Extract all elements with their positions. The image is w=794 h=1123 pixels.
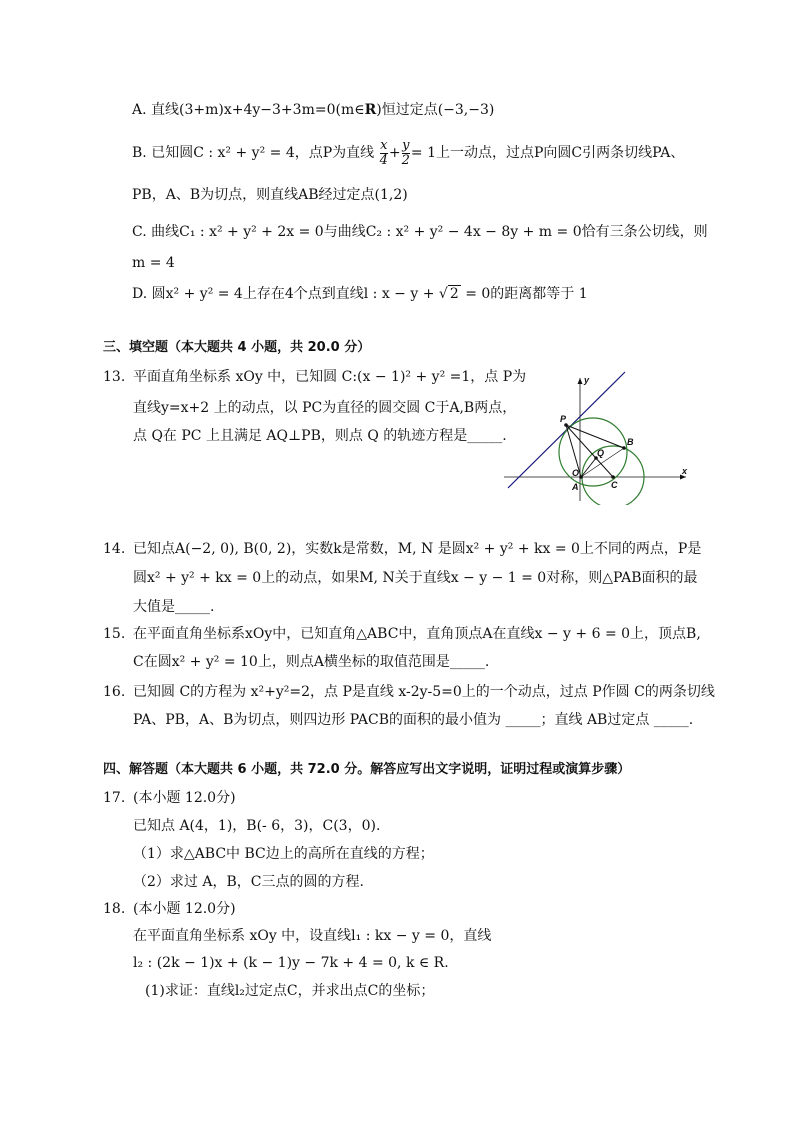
option-d: D. 圆x² + y² = 4上存在4个点到直线l : x − y + √ 2 = 0的距离都等于 1 — [132, 286, 588, 302]
question-16-number: 16. — [103, 684, 126, 700]
question-17-part1: （1）求△ABC中 BC边上的高所在直线的方程； — [133, 846, 434, 862]
label-q: Q — [597, 448, 605, 458]
option-b-plus: + — [388, 145, 401, 161]
point-a — [579, 475, 583, 479]
option-c-label: C. — [132, 224, 147, 240]
option-d-text-post: = 0的距离都等于 1 — [460, 286, 588, 302]
question-14-line3: 大值是_____. — [133, 599, 215, 615]
fraction-y-over-2: $\frac{y}{2}$ — [401, 137, 410, 168]
label-a: A — [572, 482, 579, 492]
question-18-number: 18. — [103, 901, 126, 917]
segment-pb — [566, 425, 624, 448]
question-18-points: (本小题 12.0分) — [133, 901, 236, 917]
option-b-line2: PB，A、B为切点，则直线AB经过定点(1,2) — [132, 187, 408, 203]
option-d-text-pre: 圆x² + y² = 4上存在4个点到直线l : x − y + — [151, 286, 439, 302]
question-17-header — [103, 788, 236, 808]
y-axis-arrow — [578, 378, 583, 384]
question-17-part2: （2）求过 A，B，C三点的圆的方程. — [133, 874, 364, 890]
option-a — [132, 100, 494, 120]
question-14-line1 — [103, 539, 701, 559]
option-d-sqrt: 2 — [449, 286, 459, 302]
option-b-text-pre: 已知圆C : x² + y² = 4，点P为直线 — [151, 145, 375, 161]
question-18-part1: (1)求证：直线l₂过定点C，并求出点C的坐标； — [145, 983, 435, 999]
option-c-text: 曲线C₁ : x² + y² + 2x = 0与曲线C₂ : x² + y² − 4x − 8y + m = 0恰有三条公切线，则 — [151, 224, 708, 240]
question-17-points: (本小题 12.0分) — [133, 790, 236, 806]
question-18-line1: 在平面直角坐标系 xOy 中，设直线l₁ : kx − y = 0，直线 — [133, 928, 492, 944]
question-13-figure — [500, 370, 700, 505]
label-p: P — [560, 414, 567, 424]
point-b — [622, 446, 626, 450]
label-b: B — [627, 437, 634, 447]
question-18-header — [103, 899, 236, 919]
question-16-text1: 已知圆 C的方程为 x²+y²=2，点 P是直线 x-2y-5=0上的一个动点，过点 P作圆 C的两条切线 — [133, 684, 715, 700]
question-14-text1: 已知点A(−2, 0), B(0, 2)，实数k是常数，M, N 是圆x² + y² + kx = 0上不同的两点，P是 — [133, 541, 702, 557]
question-15-line1 — [103, 624, 701, 644]
section-4-heading: 四、解答题（本大题共 6 小题，共 72.0 分。解答应写出文字说明，证明过程或演算步骤） — [103, 762, 631, 777]
option-c-line2: m = 4 — [132, 255, 175, 271]
option-a-text-pre: 直线(3+m)x+4y−3+3m=0(m∈ — [151, 102, 365, 118]
question-13-line1 — [103, 367, 526, 387]
option-b-text-post: = 1上一动点，过点P向圆C引两条切线PA、 — [410, 145, 685, 161]
question-17-number: 17. — [103, 790, 126, 806]
label-x: x — [682, 466, 688, 476]
question-13-line3: 点 Q在 PC 上且满足 AQ⊥PB，则点 Q 的轨迹方程是_____. — [133, 428, 507, 444]
option-b-line1 — [132, 136, 684, 170]
label-y: y — [584, 375, 590, 385]
question-14-number: 14. — [103, 541, 126, 557]
question-13-line2: 直线y=x+2 上的动点，以 PC为直径的圆交圆 C于A,B两点， — [133, 400, 517, 416]
question-13-text1: 平面直角坐标系 xOy 中，已知圆 C:(x − 1)² + y² =1，点 P为 — [133, 369, 527, 385]
option-a-label: A. — [132, 102, 147, 118]
option-c-line1 — [132, 222, 708, 242]
section-3-heading: 三、填空题（本大题共 4 小题，共 20.0 分） — [103, 340, 371, 355]
question-14-line2: 圆x² + y² + kx = 0上的动点，如果M, N关于直线x − y − 1 = 0对称，则△PAB面积的最 — [133, 570, 698, 586]
question-18-line2: l₂ : (2k − 1)x + (k − 1)y − 7k + 4 = 0, k ∈ R. — [133, 955, 449, 971]
option-a-text-post: )恒过定点(−3,−3) — [376, 102, 495, 118]
point-c — [611, 475, 615, 479]
label-c: C — [611, 480, 618, 490]
question-16-line1 — [103, 682, 715, 702]
question-15-number: 15. — [103, 626, 126, 642]
question-17-line1: 已知点 A(4，1)，B(- 6，3)，C(3，0). — [133, 818, 381, 834]
question-16-line2: PA、PB，A、B为切点，则四边形 PACB的面积的最小值为 _____；直线 AB过定点 _____. — [133, 712, 694, 728]
fraction-x-over-4: $\frac{x}{4}$ — [379, 137, 388, 168]
label-o: O — [572, 468, 580, 478]
option-a-real-set: R — [364, 102, 377, 118]
question-13-number: 13. — [103, 369, 126, 385]
question-15-line2: C在圆x² + y² = 10上，则点A横坐标的取值范围是_____. — [133, 654, 490, 670]
question-15-text1: 在平面直角坐标系xOy中，已知直角△ABC中，直角顶点A在直线x − y + 6 = 0上，顶点B, — [133, 626, 701, 642]
option-d-label: D. — [132, 286, 148, 302]
option-b-label: B. — [132, 145, 147, 161]
